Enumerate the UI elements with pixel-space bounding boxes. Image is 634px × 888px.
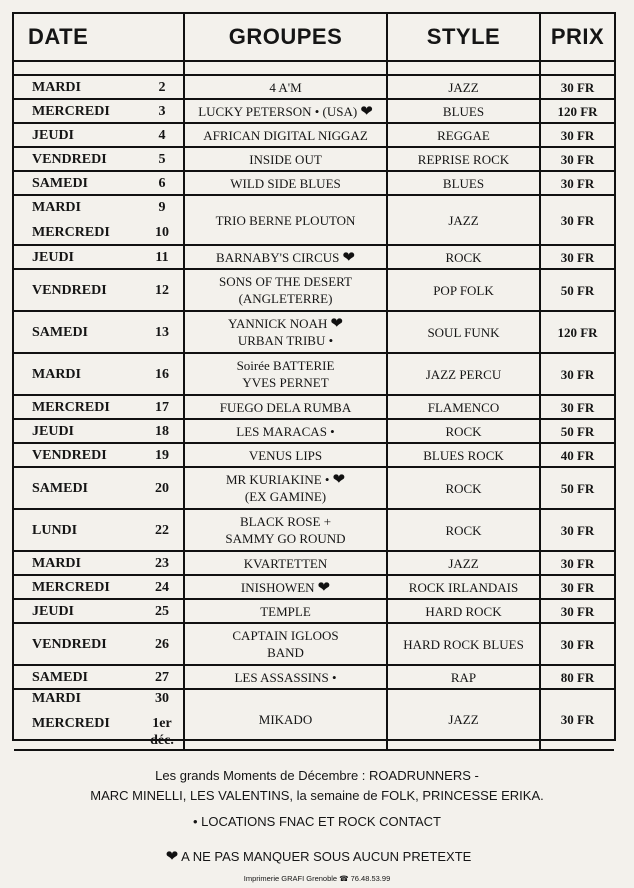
day-label: JEUDI <box>32 423 75 439</box>
group-name: 4 A'M <box>269 79 302 95</box>
style-cell: REGGAE <box>387 123 540 147</box>
day-label: MARDI <box>32 79 81 95</box>
day-number: 6 <box>158 175 166 191</box>
day-label: MERCREDI <box>32 716 110 731</box>
date-cell <box>14 509 184 551</box>
day-number: 2 <box>158 79 166 95</box>
table-row <box>14 395 614 419</box>
day-label: SAMEDI <box>32 175 89 191</box>
group-cell <box>184 195 387 245</box>
day-number: 17 <box>155 399 169 415</box>
price-cell: 80 FR <box>540 665 614 689</box>
group-name: CAPTAIN IGLOOS <box>232 628 339 643</box>
day-number: 12 <box>155 282 169 298</box>
group-name: BARNABY'S CIRCUS <box>216 249 340 265</box>
date-cell <box>14 419 184 443</box>
group-name: VENUS LIPS <box>248 447 323 463</box>
style-cell: FLAMENCO <box>387 395 540 419</box>
price-cell: 50 FR <box>540 269 614 311</box>
group-name: KVARTETTEN <box>243 555 328 571</box>
price-cell: 30 FR <box>540 575 614 599</box>
group-name: INSIDE OUT <box>249 151 322 167</box>
group-cell <box>184 75 387 99</box>
day-label: MERCREDI <box>32 103 110 119</box>
concert-table <box>14 14 614 751</box>
day-number: 26 <box>155 636 169 652</box>
table-row <box>14 575 614 599</box>
price-cell: 30 FR <box>540 195 614 245</box>
date-cell <box>14 123 184 147</box>
date-cell <box>14 75 184 99</box>
group-cell <box>184 269 387 311</box>
december-highlights <box>0 766 634 806</box>
group-cell <box>184 575 387 599</box>
day-number: 25 <box>155 603 169 619</box>
table-row <box>14 147 614 171</box>
day-label: VENDREDI <box>32 636 107 652</box>
spacer-row <box>14 61 614 75</box>
day-label: VENDREDI <box>32 447 107 463</box>
date-cell <box>14 171 184 195</box>
date-cell <box>14 99 184 123</box>
date-cell <box>14 311 184 353</box>
date-cell <box>14 551 184 575</box>
group-name: YANNICK NOAH <box>228 316 328 331</box>
group-cell <box>184 245 387 269</box>
day-label: MERCREDI <box>32 225 110 240</box>
date-cell <box>14 195 184 245</box>
table-row <box>14 599 614 623</box>
group-name: LES ASSASSINS • <box>234 669 337 685</box>
header-style: STYLE <box>387 14 540 61</box>
price-cell: 30 FR <box>540 599 614 623</box>
group-cell <box>184 123 387 147</box>
price-cell: 30 FR <box>540 689 614 750</box>
group-name: LES MARACAS • <box>236 423 335 439</box>
price-cell: 30 FR <box>540 395 614 419</box>
group-name: SONS OF THE DESERT <box>219 274 352 289</box>
style-cell: BLUES <box>387 171 540 195</box>
day-label: JEUDI <box>32 603 75 619</box>
day-label: SAMEDI <box>32 324 89 340</box>
group-name: BLACK ROSE + <box>239 514 332 529</box>
day-label: JEUDI <box>32 249 75 265</box>
day-number: 1er déc. <box>150 716 174 748</box>
style-cell: SOUL FUNK <box>387 311 540 353</box>
table-row <box>14 99 614 123</box>
day-number: 24 <box>155 579 169 595</box>
day-label: SAMEDI <box>32 669 89 685</box>
price-cell: 30 FR <box>540 353 614 395</box>
day-number: 16 <box>155 366 169 382</box>
group-name-line-2: (EX GAMINE) <box>244 489 327 504</box>
group-cell <box>184 551 387 575</box>
group-cell <box>184 599 387 623</box>
table-row <box>14 195 614 245</box>
table-row <box>14 509 614 551</box>
day-number: 19 <box>155 447 169 463</box>
group-name: MR KURIAKINE • <box>225 472 330 487</box>
footer-line-1: Les grands Moments de Décembre : ROADRUNNERS - <box>155 768 479 783</box>
group-name: WILD SIDE BLUES <box>230 175 341 191</box>
day-number: 3 <box>158 103 166 119</box>
date-cell <box>14 575 184 599</box>
date-cell <box>14 467 184 509</box>
day-label: MARDI <box>32 555 81 571</box>
group-name: LUCKY PETERSON • (USA) <box>198 103 358 119</box>
style-cell: ROCK <box>387 509 540 551</box>
table-row <box>14 269 614 311</box>
footer-line-2: MARC MINELLI, LES VALENTINS, la semaine de FOLK, PRINCESSE ERIKA. <box>90 788 544 803</box>
style-cell: ROCK <box>387 245 540 269</box>
date-cell <box>14 665 184 689</box>
date-cell <box>14 245 184 269</box>
style-cell: REPRISE ROCK <box>387 147 540 171</box>
group-name-line-2: YVES PERNET <box>242 375 329 390</box>
group-cell <box>184 395 387 419</box>
style-cell: JAZZ <box>387 689 540 750</box>
price-cell: 30 FR <box>540 245 614 269</box>
must-see-note <box>0 847 634 865</box>
header-groupes: GROUPES <box>184 14 387 61</box>
price-cell: 30 FR <box>540 509 614 551</box>
group-cell <box>184 419 387 443</box>
style-cell: JAZZ <box>387 195 540 245</box>
day-label: VENDREDI <box>32 151 107 167</box>
style-cell: ROCK <box>387 419 540 443</box>
group-name: AFRICAN DIGITAL NIGGAZ <box>203 127 368 143</box>
price-cell: 120 FR <box>540 99 614 123</box>
printer-credit: Imprimerie GRAFI Grenoble ☎ 76.48.53.99 <box>243 874 391 883</box>
heart-icon: ❤ <box>360 101 373 120</box>
day-label: MARDI <box>32 366 81 382</box>
day-label: SAMEDI <box>32 480 89 496</box>
day-number: 9 <box>158 200 166 215</box>
day-number: 30 <box>155 691 169 706</box>
group-name: TRIO BERNE PLOUTON <box>215 212 356 228</box>
table-row <box>14 623 614 665</box>
table-row <box>14 665 614 689</box>
group-name-line-2: (ANGLETERRE) <box>238 291 333 306</box>
price-cell: 50 FR <box>540 419 614 443</box>
group-name: Soirée BATTERIE <box>236 358 335 373</box>
day-label: VENDREDI <box>32 282 107 298</box>
style-cell: JAZZ <box>387 75 540 99</box>
group-cell <box>184 99 387 123</box>
style-cell: HARD ROCK BLUES <box>387 623 540 665</box>
group-name: MIKADO <box>258 712 313 727</box>
table-row <box>14 123 614 147</box>
style-cell: POP FOLK <box>387 269 540 311</box>
locations-note: • LOCATIONS FNAC ET ROCK CONTACT <box>193 814 441 829</box>
group-cell <box>184 623 387 665</box>
price-cell: 30 FR <box>540 147 614 171</box>
day-number: 10 <box>155 225 169 240</box>
day-label: MARDI <box>32 200 81 215</box>
table-row <box>14 551 614 575</box>
style-cell: RAP <box>387 665 540 689</box>
day-number: 20 <box>155 480 169 496</box>
price-cell: 120 FR <box>540 311 614 353</box>
heart-icon: ❤ <box>330 314 343 332</box>
style-cell: ROCK <box>387 467 540 509</box>
date-cell <box>14 353 184 395</box>
group-cell <box>184 467 387 509</box>
programme-table <box>12 12 616 748</box>
group-cell <box>184 147 387 171</box>
table-row <box>14 171 614 195</box>
group-cell <box>184 443 387 467</box>
day-number: 13 <box>155 324 169 340</box>
price-cell: 30 FR <box>540 171 614 195</box>
group-cell <box>184 171 387 195</box>
day-label: JEUDI <box>32 127 75 143</box>
group-cell <box>184 353 387 395</box>
table-row <box>14 245 614 269</box>
group-cell <box>184 311 387 353</box>
group-name-line-2: URBAN TRIBU • <box>237 333 334 348</box>
date-cell <box>14 395 184 419</box>
table-row <box>14 689 614 750</box>
style-cell: ROCK IRLANDAIS <box>387 575 540 599</box>
date-cell <box>14 269 184 311</box>
price-cell: 30 FR <box>540 123 614 147</box>
day-number: 5 <box>158 151 166 167</box>
day-label: MERCREDI <box>32 579 110 595</box>
day-number: 18 <box>155 423 169 439</box>
date-cell <box>14 689 184 750</box>
day-number: 22 <box>155 522 169 538</box>
day-label: LUNDI <box>32 522 78 538</box>
day-label: MARDI <box>32 691 81 706</box>
heart-icon: ❤ <box>342 247 355 266</box>
day-number: 27 <box>155 669 169 685</box>
group-name: TEMPLE <box>260 603 311 619</box>
date-cell <box>14 623 184 665</box>
group-name-line-2: SAMMY GO ROUND <box>225 531 346 546</box>
style-cell: BLUES <box>387 99 540 123</box>
table-row <box>14 353 614 395</box>
style-cell: JAZZ <box>387 551 540 575</box>
table-row <box>14 311 614 353</box>
price-cell: 30 FR <box>540 75 614 99</box>
date-cell <box>14 147 184 171</box>
day-number: 23 <box>155 555 169 571</box>
day-label: MERCREDI <box>32 399 110 415</box>
day-number: 11 <box>155 249 169 265</box>
table-row <box>14 419 614 443</box>
heart-icon: ❤ <box>332 470 346 488</box>
header-row <box>14 14 614 61</box>
heart-icon: ❤ <box>165 847 179 865</box>
table-row <box>14 75 614 99</box>
table-row <box>14 443 614 467</box>
group-name: FUEGO DELA RUMBA <box>219 399 352 415</box>
day-number: 4 <box>158 127 166 143</box>
heart-icon: ❤ <box>317 577 331 596</box>
price-cell: 40 FR <box>540 443 614 467</box>
group-cell <box>184 509 387 551</box>
header-prix: PRIX <box>540 14 614 61</box>
group-cell <box>184 689 387 750</box>
style-cell: HARD ROCK <box>387 599 540 623</box>
price-cell: 30 FR <box>540 623 614 665</box>
group-name: INISHOWEN <box>240 579 315 595</box>
must-see-text: A NE PAS MANQUER SOUS AUCUN PRETEXTE <box>181 849 472 864</box>
header-date: DATE <box>14 14 184 61</box>
date-cell <box>14 443 184 467</box>
group-cell <box>184 665 387 689</box>
table-row <box>14 467 614 509</box>
style-cell: BLUES ROCK <box>387 443 540 467</box>
style-cell: JAZZ PERCU <box>387 353 540 395</box>
date-cell <box>14 599 184 623</box>
price-cell: 30 FR <box>540 551 614 575</box>
price-cell: 50 FR <box>540 467 614 509</box>
group-name-line-2: BAND <box>267 645 304 660</box>
